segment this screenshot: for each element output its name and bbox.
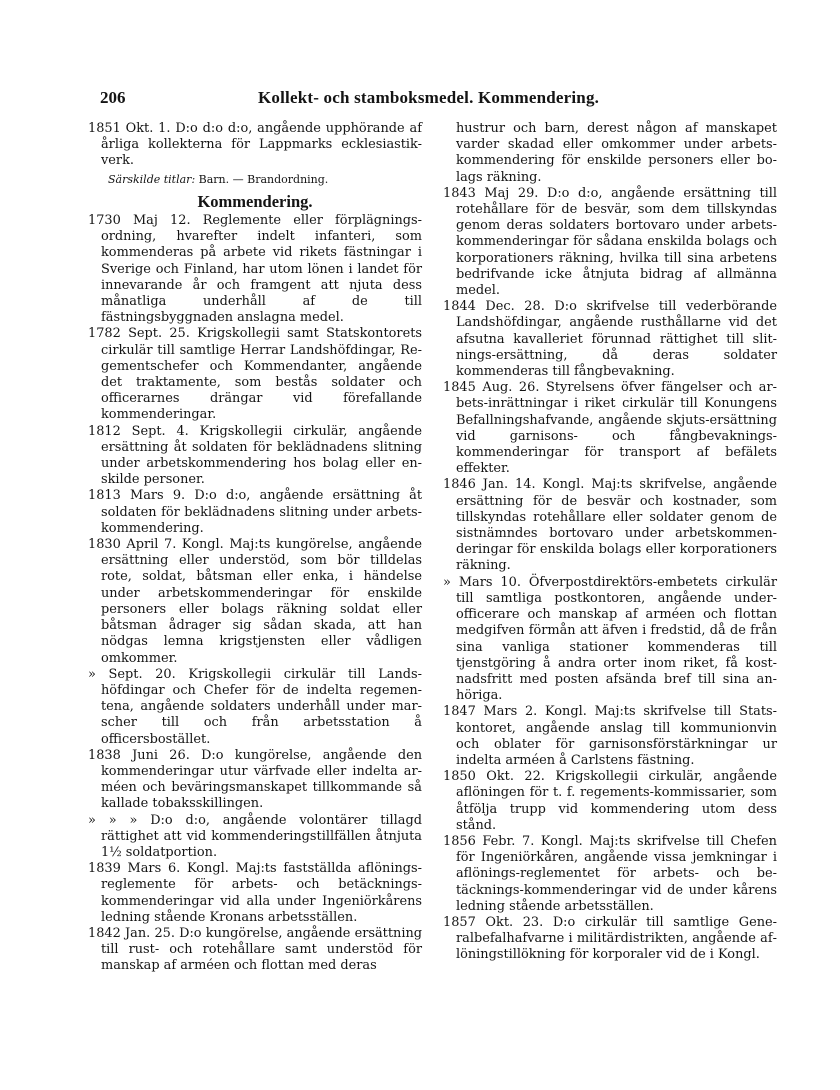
list-item: 1842 Jan. 25. D:o kungörelse, angående ersättning till rust- och rotehållare samt understöd för manskap af arméen och flottan med deras (88, 925, 422, 974)
special-titles-label: Särskilde titlar: (108, 172, 196, 186)
list-item: 1813 Mars 9. D:o d:o, angående ersättning åt soldaten för beklädnadens slitning under arbetskommendering. (88, 488, 422, 536)
list-item: 1730 Maj 12. Reglemente eller förplägnings-ordning, hvarefter indelt infanteri, som kommenderas på arbete vid rikets fästningar i Sverige och Finland, har utom lönen i landet för innevarande år och framgent att njuta dess månatliga underhåll af de till fästningsbyggnaden anslagna medel. (88, 213, 422, 326)
page-number: 206 (100, 88, 126, 107)
list-item: » » » D:o d:o, angående volontärer tillagd rättighet att vid kommenderingstillfällen åtnjuta 1½ soldatportion. (88, 812, 422, 860)
list-item: 1838 Juni 26. D:o kungörelse, angående den kommenderingar utur värfvade eller indelta arméen och beväringsmanskapet tillkommande så kallade tobaksskillingen. (88, 747, 422, 812)
list-item: » Sept. 20. Krigskollegii cirkulär till Landshöfdingar och Chefer för de indelta regementena, angående soldaters underhåll under marscher till och från arbetsstation å officersbostället. (88, 666, 422, 747)
list-item: 1847 Mars 2. Kongl. Maj:ts skrifvelse till Statskontoret, angående anslag till kommunionvin och oblater för garnisonsförstärkningar ur indelta arméen å Carlstens fästning. (443, 704, 777, 768)
section-heading: Kommendering. (197, 191, 313, 211)
list-item: 1843 Maj 29. D:o d:o, angående ersättning till rotehållare för de besvär, som dem tillskyndas genom deras soldaters bortovaro under arbetskommenderingar för sådana enskilda bolags och korporationers räkning, hvilka till sina arbetens bedrifvande icke åtnjuta bidrag af allmänna medel. (443, 185, 777, 299)
running-title: Kollekt- och stamboksmedel. Kommendering. (258, 88, 600, 107)
list-item: 1857 Okt. 23. D:o cirkulär till samtlige Generalbefalhafvarne i militärdistrikten, angående aflöningstillökning för korporaler vid de i Kongl. (443, 914, 777, 963)
right-column (443, 121, 777, 964)
list-item: 1850 Okt. 22. Krigskollegii cirkulär, angående aflöningen för t. f. regements-kommissarier, som åtfölja trupp vid kommendering utom dess stånd. (443, 769, 777, 833)
list-item: 1812 Sept. 4. Krigskollegii cirkulär, angående ersättning åt soldaten för beklädnadens slitning under arbetskommendering hos bolag eller enskilde personer. (88, 423, 422, 488)
list-item: 1830 April 7. Kongl. Maj:ts kungörelse, angående ersättning eller understöd, som bör tilldelas rote, soldat, båtsman eller enka, i händelse under arbetskommenderingar för enskilde personers eller bolags räkning soldat eller båtsman ådrager sig sådan skada, att han nödgas lemna krigstjensten eller vådligen omkommer. (88, 537, 422, 666)
special-titles-note (108, 172, 422, 188)
continuation-text: hustrur och barn, derest någon af manskapet varder skadad eller omkommer under arbetskommendering för enskilde personers eller bolags räkning. (456, 121, 777, 185)
list-item: » Mars 10. Öfverpostdirektörs-embetets cirkulär till samtliga postkontoren, angående underofficerare och manskap af arméen och flottan medgifven förmån att äfven i fredstid, då de från sina vanliga stationer kommenderas till tjenstgöring å andra orter inom riket, få kostnadsfritt med posten afsända bref till sina anhöriga. (443, 574, 777, 704)
left-column (88, 121, 422, 975)
list-item: 1782 Sept. 25. Krigskollegii samt Statskontorets cirkulär till samtlige Herrar Landshöfdingar, Regementschefer och Kommendanter, angående det traktamente, som bestås soldater och officerarnes drängar vid förefallande kommenderingar. (88, 326, 422, 423)
list-item: 1845 Aug. 26. Styrelsens öfver fängelser och arbets-inrättningar i riket cirkulär till Konungens Befallningshafvande, angående skjuts-ersättning vid garnisons- och fångbevaknings-kommenderingar för transport af befälets effekter. (443, 380, 777, 477)
list-item: 1846 Jan. 14. Kongl. Maj:ts skrifvelse, angående ersättning för de besvär och kostnader, som tillskyndas rotehållare eller soldater genom de sistnämndes bortovaro under arbetskommenderingar för enskilda bolags eller korporationers räkning. (443, 477, 777, 574)
intro-entry: 1851 Okt. 1. D:o d:o d:o, angående upphörande af årliga kollekterna för Lappmarks ecklesiastik-verk. (88, 121, 422, 169)
list-item: 1844 Dec. 28. D:o skrifvelse till vederbörande Landshöfdingar, angående rusthållarne vid det afsutna kavalleriet förunnad rättighet till slitnings-ersättning, då deras soldater kommenderas till fångbevakning. (443, 299, 777, 380)
list-item: 1839 Mars 6. Kongl. Maj:ts fastställda aflöningsreglemente för arbets- och betäcknings-kommenderingar vid alla under Ingeniörkårens ledning stående Kronans arbetsställen. (88, 861, 422, 925)
list-item: 1856 Febr. 7. Kongl. Maj:ts skrifvelse till Chefen för Ingeniörkåren, angående vissa jemkningar i aflönings-reglementet för arbets- och betäcknings-kommenderingar vid de under kårens ledning stående arbetsställen. (443, 833, 777, 914)
special-titles-text: Barn. — Brandordning. (198, 172, 329, 186)
